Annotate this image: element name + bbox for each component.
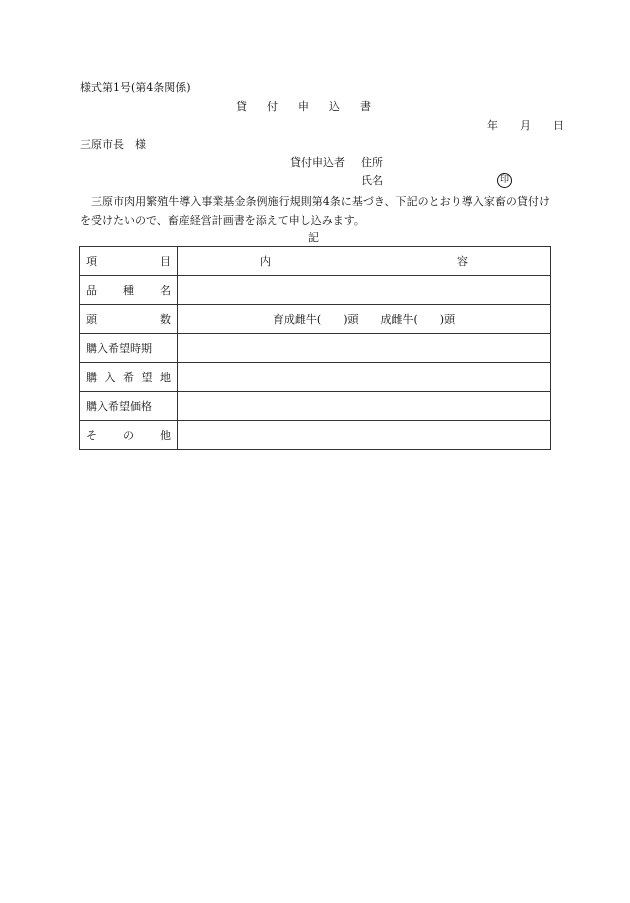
- table-row: [80, 276, 551, 305]
- row-item-cell: [80, 334, 178, 363]
- date-month: 月: [520, 119, 531, 132]
- item-char: 望: [141, 371, 153, 384]
- row-item-cell: [80, 363, 178, 392]
- date-year: 年: [487, 119, 498, 132]
- item-char: 入: [104, 371, 116, 384]
- item-char: 種: [123, 284, 134, 297]
- table-header-row: [80, 247, 551, 276]
- table-row: [80, 392, 551, 421]
- applicant-label: 貸付申込者: [290, 156, 345, 169]
- header-item-cell: [80, 247, 178, 276]
- header-content-char: 容: [457, 255, 468, 268]
- name-label: 氏名: [361, 174, 383, 187]
- table-row: [80, 305, 551, 334]
- form-number: 様式第1号(第4条関係): [80, 81, 191, 94]
- document-title: 貸付申込書: [236, 100, 391, 113]
- item-char: 名: [160, 284, 171, 297]
- row-content-cell[interactable]: [178, 276, 551, 305]
- item-char: の: [123, 429, 134, 442]
- row-item-cell: [80, 421, 178, 450]
- detail-table: [79, 246, 551, 450]
- row-content-cell[interactable]: [178, 363, 551, 392]
- item-char: 品: [86, 284, 97, 297]
- application-body-text: 三原市肉用繁殖牛導入事業基金条例施行規則第4条に基づき、下記のとおり導入家畜の貸付けを受けたいので、畜産経営計画書を添えて申し込みます。: [80, 195, 550, 227]
- header-item-char: 項: [86, 255, 97, 268]
- address-label: 住所: [361, 156, 383, 169]
- row-item-cell: [80, 392, 178, 421]
- row-item-cell: [80, 276, 178, 305]
- item-char: 頭: [86, 313, 97, 326]
- table-row: [80, 363, 551, 392]
- table-row: [80, 334, 551, 363]
- addressee: 三原市長 様: [80, 138, 146, 151]
- header-item-char: 目: [160, 255, 171, 268]
- header-content-cell: [178, 247, 551, 276]
- row-content-cell[interactable]: 育成雌牛( )頭 成雌牛( )頭: [178, 305, 551, 334]
- ki-label: 記: [308, 231, 319, 244]
- row-item-cell: [80, 305, 178, 334]
- table-row: [80, 421, 551, 450]
- row-content-cell[interactable]: [178, 392, 551, 421]
- item-char: そ: [86, 429, 97, 442]
- row-content-cell[interactable]: [178, 421, 551, 450]
- row-content-cell[interactable]: [178, 334, 551, 363]
- item-char: 数: [160, 313, 171, 326]
- item-char: 地: [160, 371, 171, 384]
- item-char: 購: [86, 371, 97, 384]
- item-char: 購入希望時期: [86, 342, 152, 355]
- date-day: 日: [553, 119, 564, 132]
- item-char: 購入希望価格: [86, 400, 152, 413]
- item-char: 希: [123, 371, 134, 384]
- date-line: [465, 120, 564, 131]
- header-content-char: 内: [260, 255, 271, 268]
- item-char: 他: [160, 429, 171, 442]
- seal-mark: 印: [497, 173, 512, 188]
